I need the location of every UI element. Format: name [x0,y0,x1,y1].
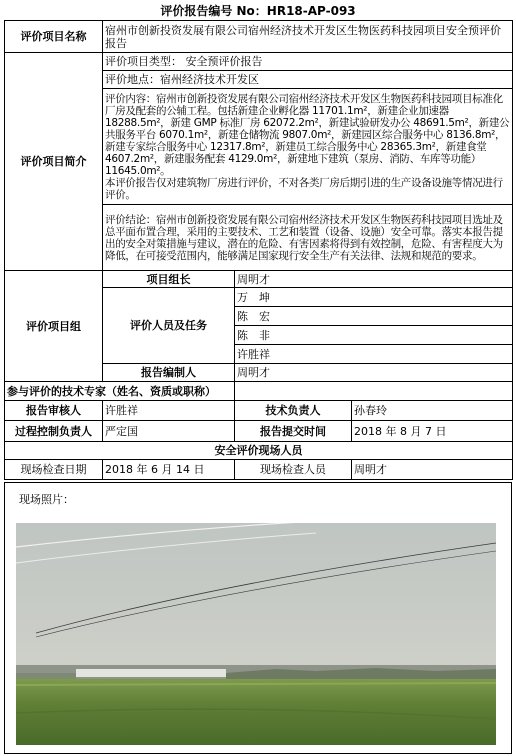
site-header: 安全评价现场人员 [5,442,513,460]
project-location: 评价地点：宿州经济技术开发区 [103,71,513,89]
site-date-label: 现场检查日期 [5,460,103,480]
project-conclusion: 评价结论：宿州市创新投资发展有限公司宿州经济技术开发区生物医药科技园项目选址及总平面布置合理，采用的主要技术、工艺和装置（设备、设施）安全可靠。落实本报告提出的安全对策措施与建议，潜在的危险、有害因素将得到有效控制，危险、有害程度大为降低，在可接受范围内，能够满足国家现行安全生产有关法律、法规和规范的要求。 [103,205,513,271]
member-4: 许胜祥 [235,345,513,364]
leader-label: 项目组长 [103,271,235,288]
team-label: 评价项目组 [5,271,103,382]
site-date-value: 2018 年 6 月 14 日 [103,460,235,480]
site-staff-label: 现场检查人员 [235,460,352,480]
site-staff-value: 周明才 [352,460,513,480]
process-value: 严定国 [103,421,235,442]
site-photo-label: 现场照片： [19,493,74,506]
reviewer-value: 许胜祥 [103,401,235,421]
project-name-label: 评价项目名称 [5,21,103,53]
members-label: 评价人员及任务 [103,288,235,364]
writer-label: 报告编制人 [103,364,235,382]
experts-value [235,382,513,401]
member-1: 万 坤 [235,288,513,307]
member-2: 陈 宏 [235,307,513,326]
site-photo-box [4,482,512,754]
project-name-value: 宿州市创新投资发展有限公司宿州经济技术开发区生物医药科技园项目安全预评价报告 [103,21,513,53]
submit-value: 2018 年 8 月 7 日 [352,421,513,442]
reviewer-label: 报告审核人 [5,401,103,421]
member-3: 陈 非 [235,326,513,345]
profile-label: 评价项目简介 [5,53,103,271]
writer-value: 周明才 [235,364,513,382]
report-number-title: 评价报告编号 No：HR18-AP-093 [160,4,356,18]
report-info-table [4,20,513,480]
leader-value: 周明才 [235,271,513,288]
content-text: 评价内容：宿州市创新投资发展有限公司宿州经济技术开发区生物医药科技园项目标准化厂房及配套的公辅工程。包括新建企业孵化器 11701.1m²，新建企业加速器 18288.5m²，新建 GMP 标准厂房 62072.2m²，新建试验研发办公 48691.5m²，新建公共服务平台 6070.1m²，新建仓储物流 9807.0m²，新建园区综合服务中心 8136.8m²，新建专家综合服务中心 12317.8m²，新建员工综合服务中心 28365.3m²，新建食堂 4607.2m²，新建服务配套 4129.0m²，新建地下建筑（泵房、消防、车库等功能）11645.0m²。 [105,92,510,177]
scope-text: 本评价报告仅对建筑物厂房进行评价，不对各类厂房后期引进的生产设备设施等情况进行评价。 [105,176,503,201]
project-type: 评价项目类型： 安全预评价报告 [103,53,513,71]
site-photo [16,523,496,745]
process-label: 过程控制负责人 [5,421,103,442]
project-content [103,89,513,205]
tech-lead-label: 技术负责人 [235,401,352,421]
tech-lead-value: 孙春玲 [352,401,513,421]
experts-label: 参与评价的技术专家（姓名、资质或职称） [5,382,235,401]
submit-label: 报告提交时间 [235,421,352,442]
